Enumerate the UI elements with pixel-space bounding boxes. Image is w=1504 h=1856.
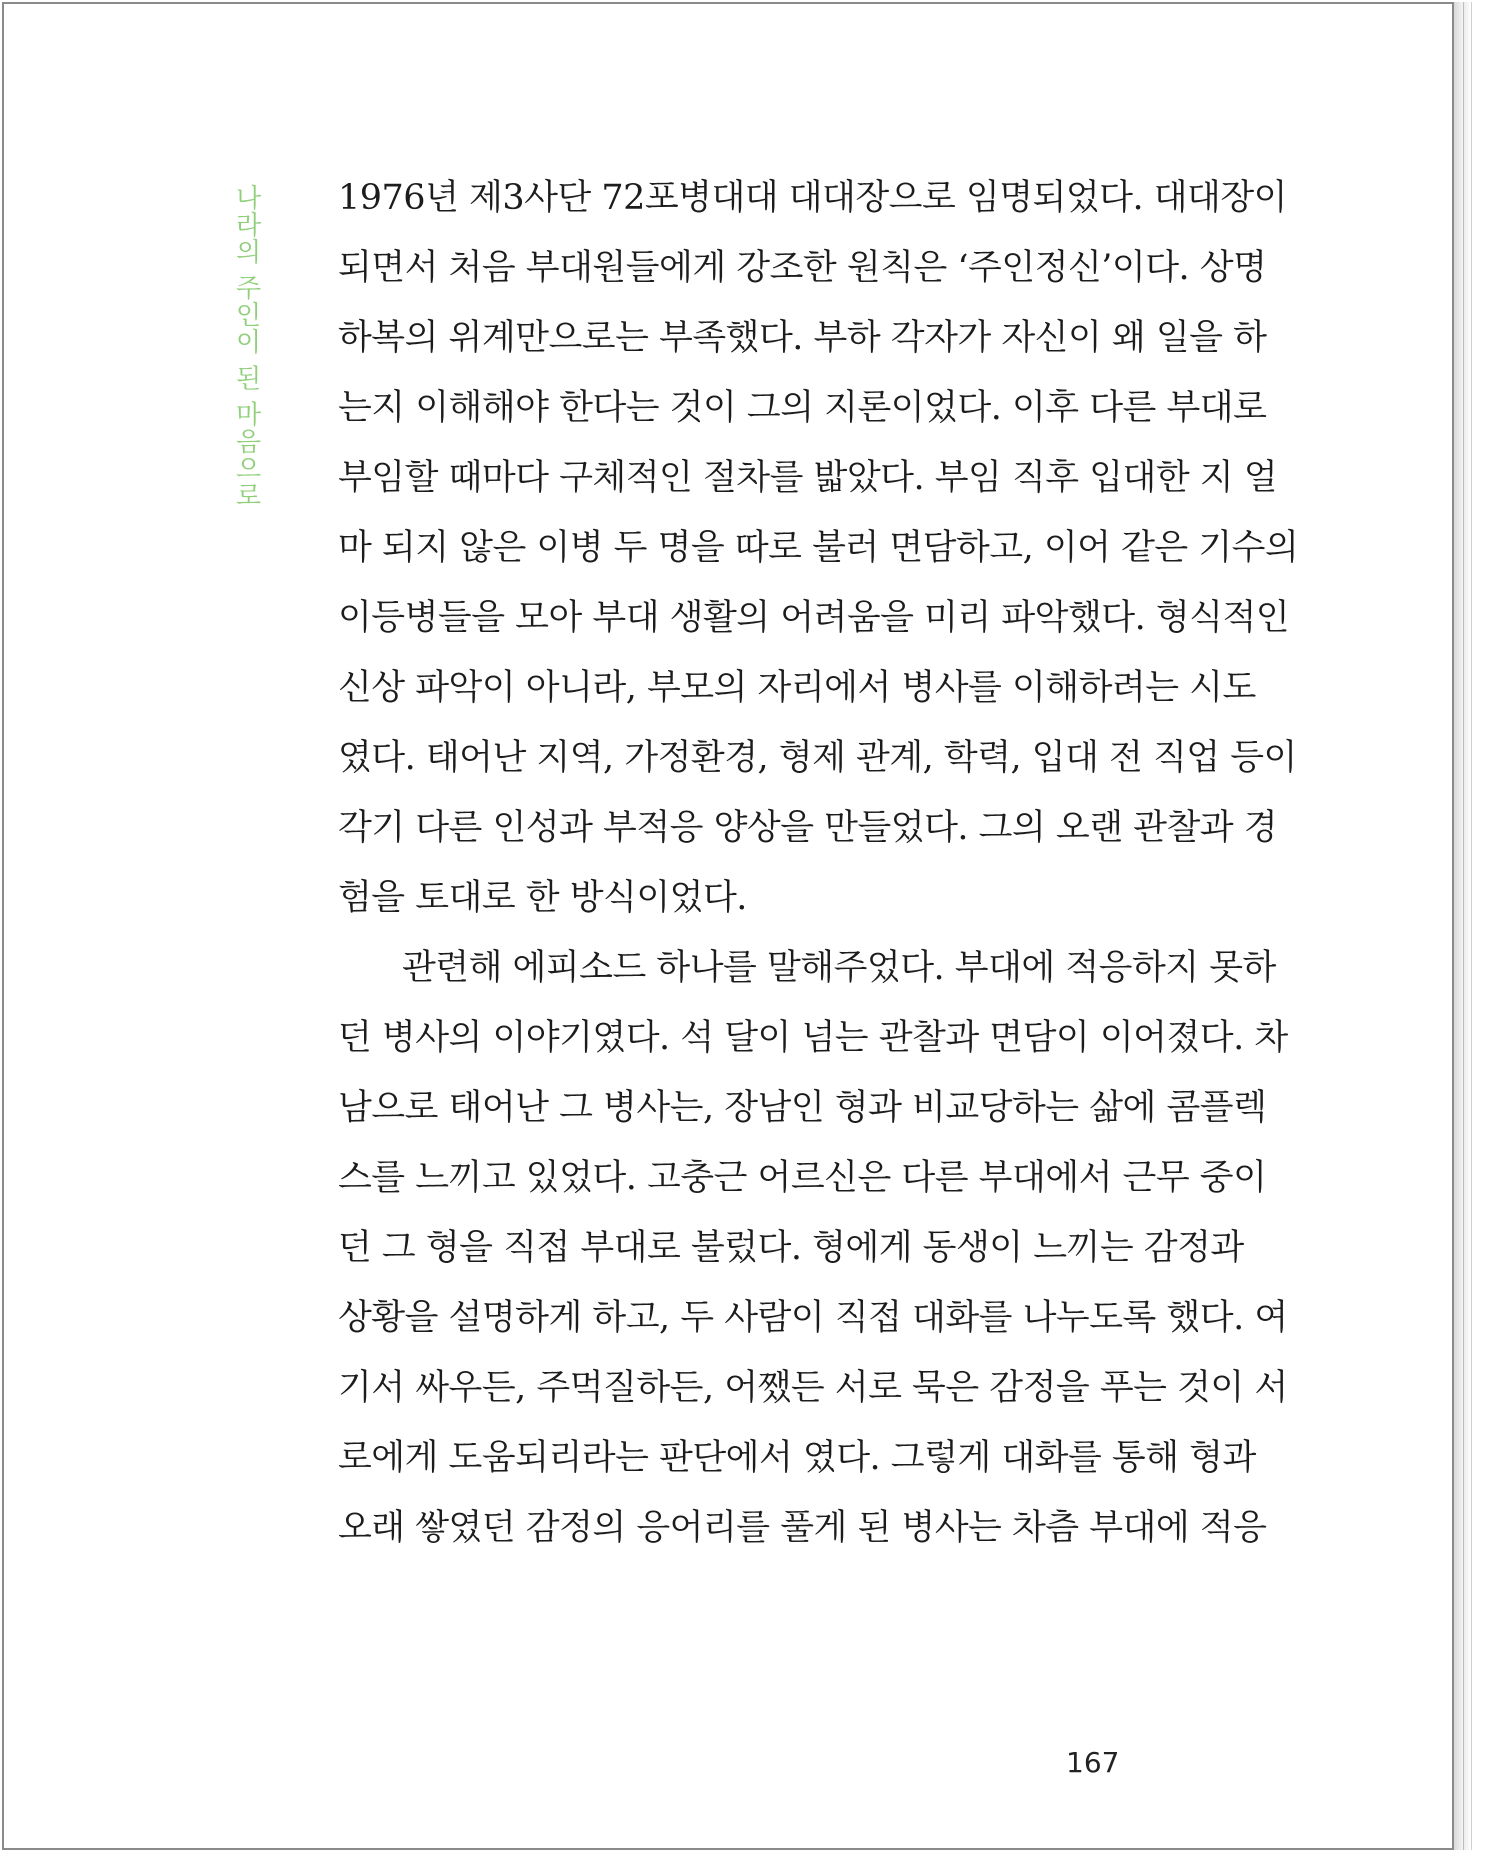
text-line: 남으로 태어난 그 병사는, 장남인 형과 비교당하는 삶에 콤플렉 — [338, 1088, 1267, 1128]
text-line: 마 되지 않은 이병 두 명을 따로 불러 면담하고, 이어 같은 기수의 — [338, 528, 1299, 568]
page-edge — [1454, 2, 1464, 1850]
text-line: 상황을 설명하게 하고, 두 사람이 직접 대화를 나누도록 했다. 여 — [338, 1298, 1288, 1338]
text-line: 이등병들을 모아 부대 생활의 어려움을 미리 파악했다. 형식적인 — [338, 598, 1290, 638]
page-edge — [1464, 2, 1472, 1850]
text-line: 는지 이해해야 한다는 것이 그의 지론이었다. 이후 다른 부대로 — [338, 388, 1267, 428]
text-line: 던 병사의 이야기였다. 석 달이 넘는 관찰과 면담이 이어졌다. 차 — [338, 1018, 1288, 1058]
text-line: 1976년 제3사단 72포병대대 대대장으로 임명되었다. 대대장이 — [338, 178, 1287, 218]
text-line: 스를 느끼고 있었다. 고충근 어르신은 다른 부대에서 근무 중이 — [338, 1158, 1267, 1198]
text-line: 였다. 태어난 지역, 가정환경, 형제 관계, 학력, 입대 전 직업 등이 — [338, 738, 1297, 778]
text-line: 오래 쌓였던 감정의 응어리를 풀게 된 병사는 차츰 부대에 적응 — [338, 1508, 1267, 1548]
text-line: 로에게 도움되리라는 판단에서 였다. 그렇게 대화를 통해 형과 — [338, 1438, 1256, 1478]
text-line: 부임할 때마다 구체적인 절차를 밟았다. 부임 직후 입대한 지 얼 — [338, 458, 1278, 498]
text-line: 던 그 형을 직접 부대로 불렀다. 형에게 동생이 느끼는 감정과 — [338, 1228, 1244, 1268]
text-line: 기서 싸우든, 주먹질하든, 어쨌든 서로 묵은 감정을 푸는 것이 서 — [338, 1368, 1288, 1408]
body-text — [338, 163, 1299, 1563]
text-line: 각기 다른 인성과 부적응 양상을 만들었다. 그의 오랜 관찰과 경 — [338, 808, 1278, 848]
page-number: 167 — [1066, 1746, 1120, 1779]
text-line: 하복의 위계만으로는 부족했다. 부하 각자가 자신이 왜 일을 하 — [338, 318, 1267, 358]
text-line: 험을 토대로 한 방식이었다. — [338, 878, 747, 918]
text-line: 되면서 처음 부대원들에게 강조한 원칙은 ‘주인정신’이다. 상명 — [338, 248, 1267, 288]
text-line-paragraph-start: 관련해 에피소드 하나를 말해주었다. 부대에 적응하지 못하 — [402, 948, 1276, 988]
chapter-running-title: 나라의 주인이 된 마음으로 — [231, 184, 261, 509]
text-line: 신상 파악이 아니라, 부모의 자리에서 병사를 이해하려는 시도 — [338, 668, 1256, 708]
